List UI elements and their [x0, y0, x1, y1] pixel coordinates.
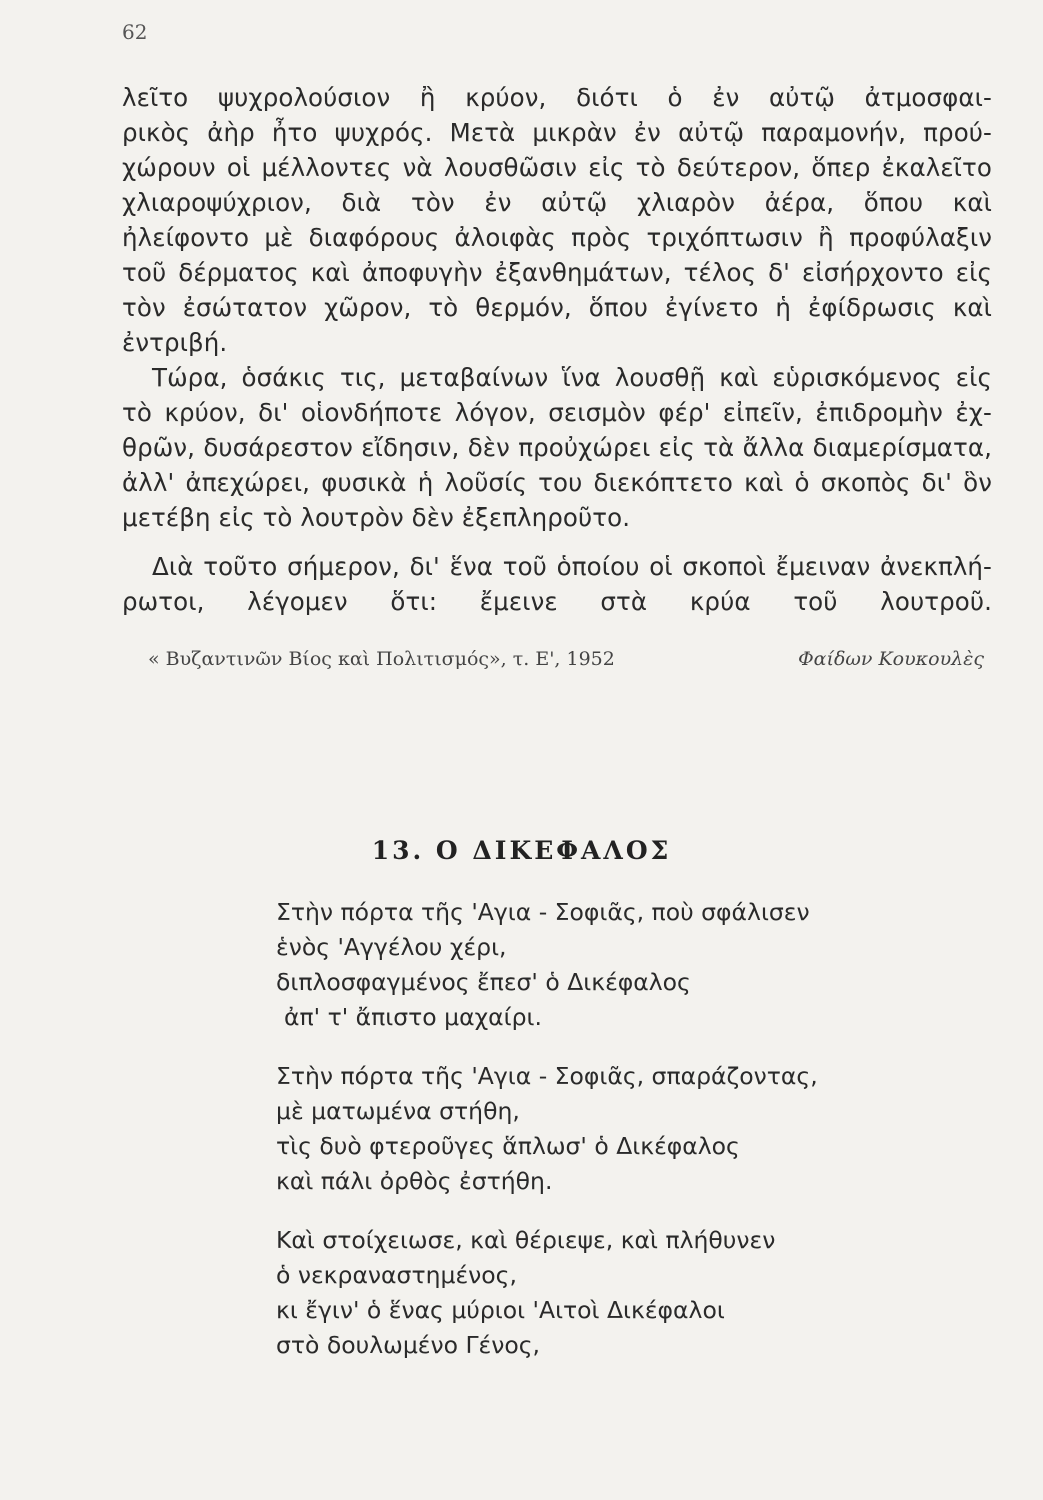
prose-line: ἀλλ' ἀπεχώρει, φυσικὰ ἡ λοῦσίς του διεκόπτετο καὶ ὁ σκοπὸς δι' ὃν: [122, 468, 992, 497]
citation-source: « Βυζαντινῶν Βίος καὶ Πολιτισμός», τ. Ε', 1952: [148, 648, 615, 670]
poem-line: Στὴν πόρτα τῆς 'Αγια - Σοφιᾶς, ποὺ σφάλισεν: [276, 898, 810, 926]
prose-line: τὸν ἐσώτατον χῶρον, τὸ θερμόν, ὅπου ἐγίνετο ἡ ἐφίδρωσις καὶ: [122, 293, 992, 322]
poem-stanza: [276, 895, 818, 1035]
prose-line: μετέβη εἰς τὸ λουτρὸν δὲν ἐξεπληροῦτο.: [122, 503, 631, 532]
poem-body: [276, 895, 818, 1387]
poem-line: ἀπ' τ' ἄπιστο μαχαίρι.: [284, 1003, 542, 1031]
prose-body: [122, 80, 992, 619]
poem-line: στὸ δουλωμένο Γένος,: [276, 1331, 541, 1359]
prose-line: Διὰ τοῦτο σήμερον, δι' ἕνα τοῦ ὁποίου οἱ σκοποὶ ἔμειναν ἀνεκπλή-: [152, 552, 992, 581]
prose-line: ἠλείφοντο μὲ διαφόρους ἀλοιφὰς πρὸς τριχόπτωσιν ἢ προφύλαξιν: [122, 223, 992, 252]
poem-line: καὶ πάλι ὀρθὸς ἐστήθη.: [276, 1167, 553, 1195]
page-number: 62: [122, 20, 148, 44]
poem-line: μὲ ματωμένα στήθη,: [276, 1097, 520, 1125]
prose-line: ρικὸς ἀὴρ ἦτο ψυχρός. Μετὰ μικρὰν ἐν αὐτῷ παραμονήν, πρού-: [122, 118, 992, 147]
prose-line: ρωτοι, λέγομεν ὅτι: ἔμεινε στὰ κρύα τοῦ λουτροῦ.: [122, 587, 992, 616]
poem-line: Στὴν πόρτα τῆς 'Αγια - Σοφιᾶς, σπαράζοντας,: [276, 1062, 818, 1090]
prose-line: χλιαροψύχριον, διὰ τὸν ἐν αὐτῷ χλιαρὸν ἀέρα, ὅπου καὶ: [122, 188, 992, 217]
poem-line: Καὶ στοίχειωσε, καὶ θέριεψε, καὶ πλήθυνεν: [276, 1226, 776, 1254]
prose-line: λεῖτο ψυχρολούσιον ἢ κρύον, διότι ὁ ἐν αὐτῷ ἀτμοσφαι-: [122, 83, 992, 112]
poem-stanza: [276, 1059, 818, 1199]
prose-line: τοῦ δέρματος καὶ ἀποφυγὴν ἐξανθημάτων, τέλος δ' εἰσήρχοντο εἰς: [122, 258, 992, 287]
poem-line: ὁ νεκραναστημένος,: [276, 1261, 517, 1289]
poem-line: κι ἔγιν' ὁ ἕνας μύριοι 'Αιτοὶ Δικέφαλοι: [276, 1296, 725, 1324]
prose-line: θρῶν, δυσάρεστον εἴδησιν, δὲν προὐχώρει εἰς τὰ ἄλλα διαμερίσματα,: [122, 433, 992, 462]
poem-line: ἑνὸς 'Αγγέλου χέρι,: [276, 933, 507, 961]
prose-line: Τώρα, ὁσάκις τις, μεταβαίνων ἵνα λουσθῇ καὶ εὑρισκόμενος εἰς: [152, 363, 992, 392]
prose-line: τὸ κρύον, δι' οἱονδήποτε λόγον, σεισμὸν φέρ' εἰπεῖν, ἐπιδρομὴν ἐχ-: [122, 398, 992, 427]
citation: [148, 648, 988, 670]
prose-line: ἐντριβή.: [122, 328, 228, 357]
prose-line: χώρουν οἱ μέλλοντες νὰ λουσθῶσιν εἰς τὸ δεύτερον, ὅπερ ἐκαλεῖτο: [122, 153, 992, 182]
citation-author: Φαίδων Κουκουλὲς: [798, 648, 984, 670]
poem-stanza: [276, 1223, 818, 1363]
poem-line: διπλοσφαγμένος ἔπεσ' ὁ Δικέφαλος: [276, 968, 691, 996]
poem-title: 13. Ο ΔΙΚΕΦΑΛΟΣ: [371, 836, 672, 865]
poem-line: τὶς δυὸ φτεροῦγες ἅπλωσ' ὁ Δικέφαλος: [276, 1132, 740, 1160]
